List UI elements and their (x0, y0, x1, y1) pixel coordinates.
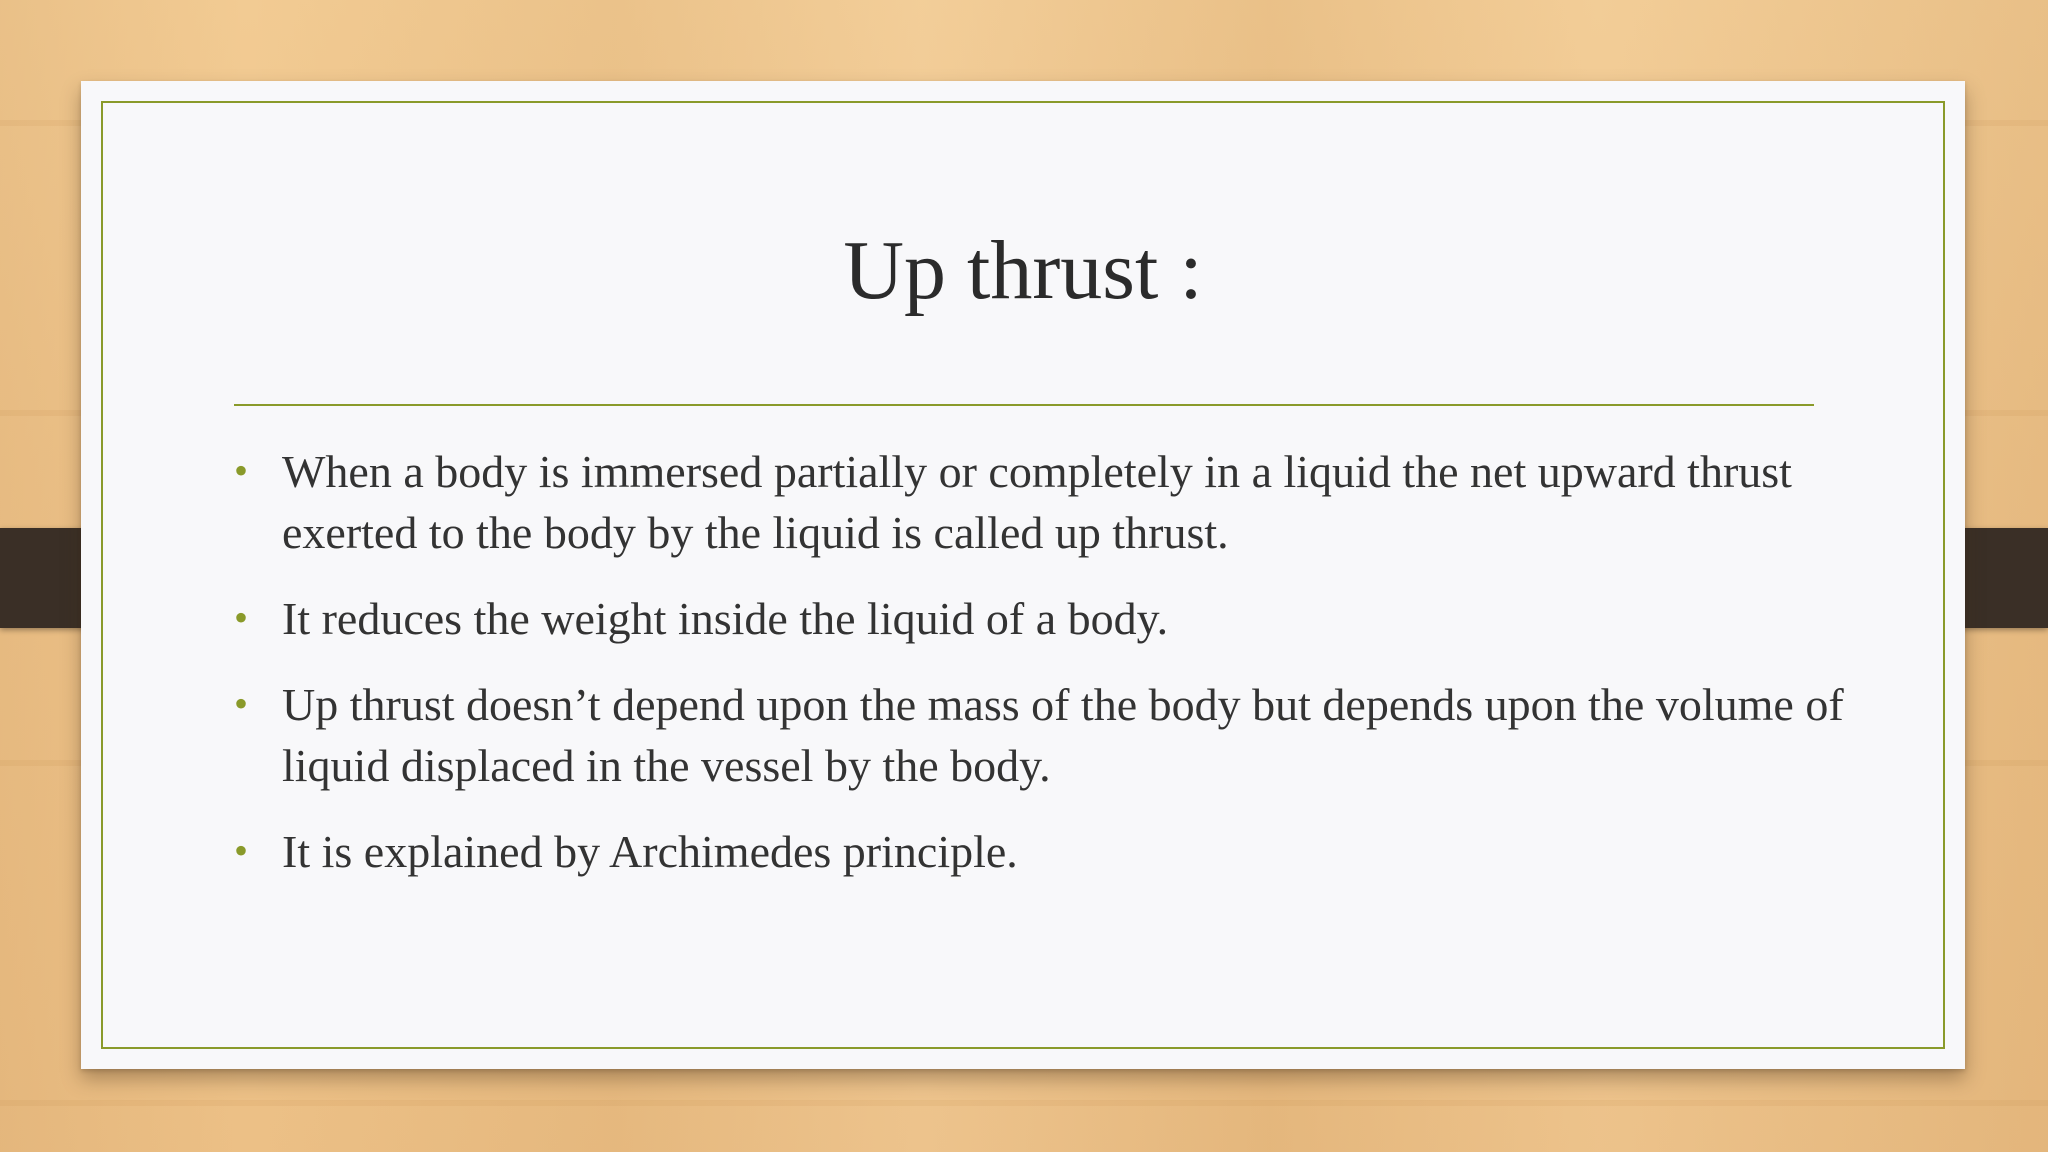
bullet-text: Up thrust doesn’t depend upon the mass of the body but depends upon the volume of liquid displaced in the vessel by the body. (282, 679, 1844, 791)
bullet-icon: • (234, 681, 249, 726)
bullet-icon: • (234, 448, 249, 493)
slide-canvas (81, 81, 1965, 1069)
bullet-list (234, 441, 1874, 907)
bullet-item (234, 821, 1874, 882)
wood-grain (0, 1100, 2048, 1106)
bullet-text: It reduces the weight inside the liquid of a body. (282, 593, 1169, 644)
bullet-icon: • (234, 595, 249, 640)
bullet-icon: • (234, 828, 249, 873)
title-divider (234, 404, 1814, 406)
bullet-text: When a body is immersed partially or completely in a liquid the net upward thrust exerted to the body by the liquid is called up thrust. (282, 446, 1792, 558)
bullet-item (234, 441, 1874, 563)
bullet-item (234, 588, 1874, 649)
bullet-text: It is explained by Archimedes principle. (282, 826, 1018, 877)
slide-title: Up thrust : (843, 224, 1203, 317)
bullet-item (234, 674, 1874, 796)
